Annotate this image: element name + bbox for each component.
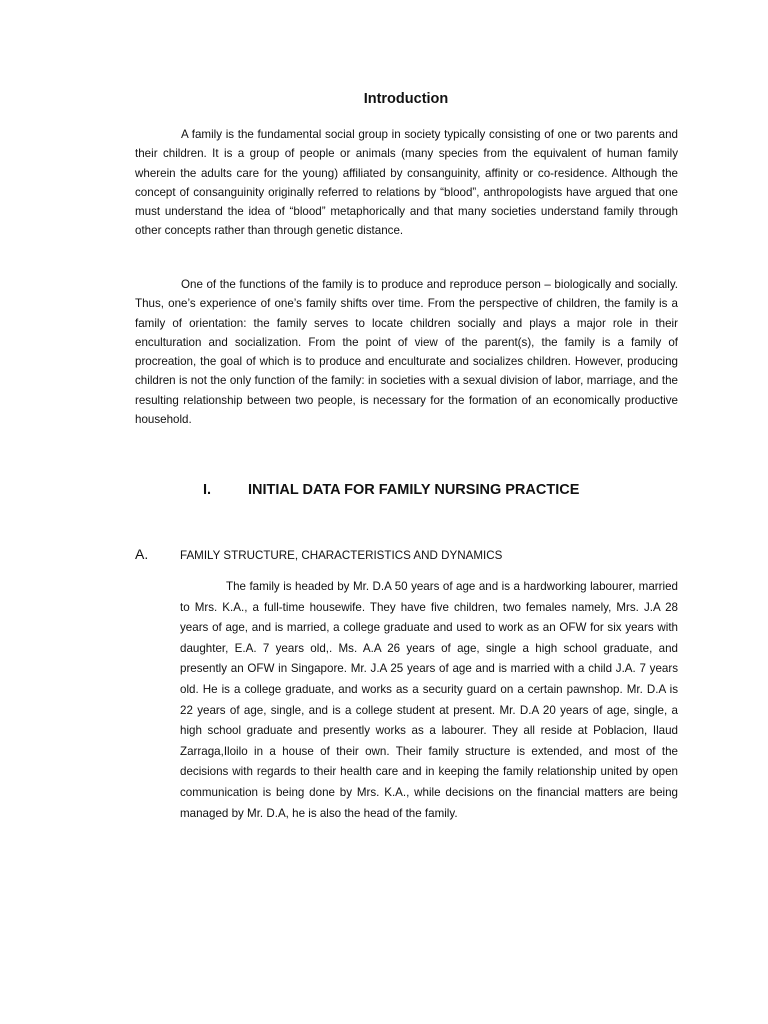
subsection-letter: A. — [135, 546, 149, 562]
intro-paragraph-2: One of the functions of the family is to produce and reproduce person – biologically and socially. Thus, one’s experience of one’s family shifts over time. From the perspective of children, the family is a family of orientation: the family serves to locate children socially and plays a major role in their enculturation and socialization. From the point of view of the parent(s), the family is a family of procreation, the goal of which is to produce and enculturate and socializes children. However, producing children is not the only function of the family: in societies with a sexual division of labor, marriage, and the resulting relationship between two people, is necessary for the formation of an economically productive household. — [135, 278, 678, 427]
subsection-body: The family is headed by Mr. D.A 50 years of age and is a hardworking labourer, married to Mrs. K.A., a full-time housewife. They have five children, two females namely, Mrs. J.A 28 years of age, and is married, a college graduate and used to work as an OFW for six years with daughter, E.A. 7 years old,. Ms. A.A 26 years of age, single a high school graduate, and presently an OFW in Singapore. Mr. J.A 25 years of age and is married with a child J.A. 7 years old. He is a college graduate, and works as a security guard on a certain pawnshop. Mr. D.A is 22 years of age, single, and is a college student at present. Mr. D.A 20 years of age, single, a high school graduate and presently works as a labourer. They all reside at Poblacion, Ilaud Zarraga,Iloilo in a house of their own. Their family structure is extended, and most of the decisions with regards to their health care and in keeping the family relationship united by open communication is being done by Mrs. K.A., while decisions on the financial matters are being managed by Mr. D.A, he is also the head of the family. — [180, 580, 678, 820]
section-heading — [0, 482, 768, 504]
section-number: I. — [203, 482, 212, 498]
page-title: Introduction — [363, 91, 449, 107]
section-title: INITIAL DATA FOR FAMILY NURSING PRACTICE — [248, 482, 580, 498]
intro-paragraph-1: A family is the fundamental social group in society typically consisting of one or two parents and their children. It is a group of people or animals (many species from the equivalent of human family wherein the adults care for the young) affiliated by consanguinity, affinity or co-residence. Although the concept of consanguinity originally referred to relations by “blood”, anthropologists have argued that one must understand the idea of “blood” metaphorically and that many societies understand family through other concepts rather than through genetic distance. — [135, 128, 678, 238]
subsection-title: FAMILY STRUCTURE, CHARACTERISTICS AND DYNAMICS — [180, 549, 503, 562]
subsection-heading — [0, 546, 768, 566]
